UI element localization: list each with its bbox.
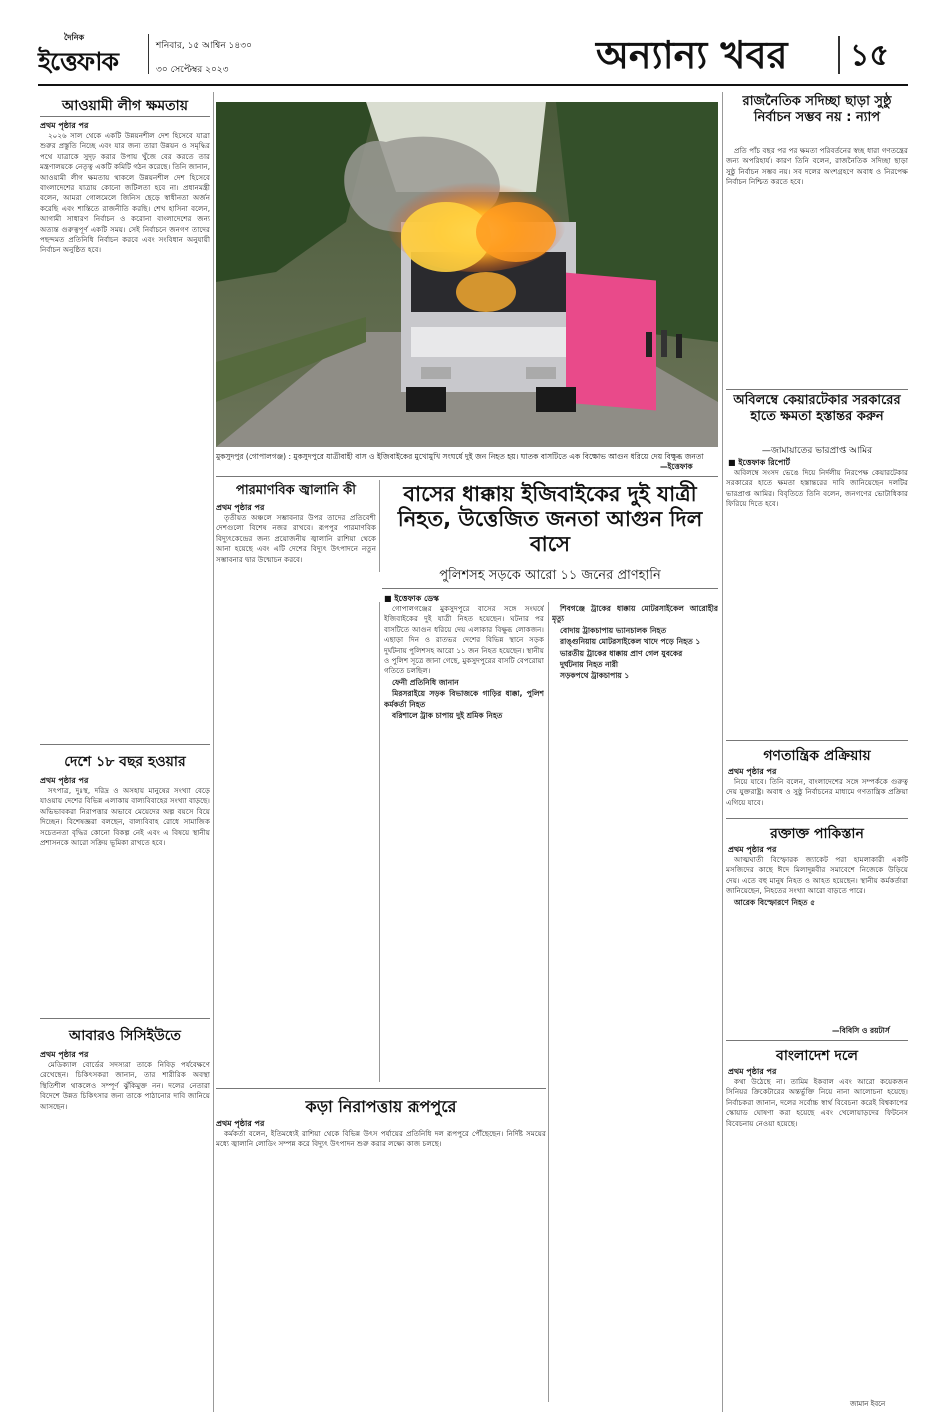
date-bangla: শনিবার, ১৫ আশ্বিন ১৪৩০ bbox=[156, 41, 252, 51]
rupapur-body bbox=[216, 1129, 546, 1414]
section-rule bbox=[216, 1088, 546, 1089]
photo-caption: মুকসুদপুর (গোপালগঞ্জ) : মুকসুদপুরে যাত্রীবাহী বাস ও ইজিবাইকের মুখোমুখি সংঘর্ষে দুই জন নিহত হয়। ঘাতক বাসটিতে এক বিক্ষোভ আগুন ধরিয়ে দেয় বিক্ষুব্ধ জনতা bbox=[216, 452, 704, 461]
nuclear-body bbox=[216, 513, 376, 1085]
awami-byline: প্রথম পৃষ্ঠার পর bbox=[40, 121, 89, 130]
page-number: ১৫ bbox=[850, 38, 889, 73]
bus-subheadline: পুলিশসহ সড়কে আরো ১১ জনের প্রাণহানি bbox=[439, 568, 661, 583]
paragraph: অবিলম্বে সংসদ ভেঙে দিয়ে নির্দলীয় নিরপেক্ষ কেয়ারটেকার সরকারের হাতে ক্ষমতা হস্তান্তরের দাবি জানিয়েছেন দলটির ভারপ্রাপ্ত আমির। বিবৃতিতে তিনি বলেন, জনগণের ভোটাধিকার ফিরিয়ে দিতে হবে। bbox=[726, 468, 908, 509]
column-divider bbox=[379, 480, 380, 572]
bus-body bbox=[384, 604, 544, 1084]
logo-small-text: দৈনিক bbox=[64, 33, 85, 42]
masthead-divider bbox=[148, 34, 149, 74]
masthead bbox=[38, 28, 908, 80]
subsection-title: বরিশালে ট্রাক চাপায় দুই শ্রমিক নিহত bbox=[392, 711, 503, 721]
headline-underline bbox=[40, 116, 210, 117]
subsection-title: ফেনী প্রতিনিধি জানান bbox=[392, 677, 459, 687]
caretaker-body bbox=[726, 468, 908, 736]
nuclear-headline: পারমাণবিক জ্বালানি কী bbox=[236, 483, 356, 498]
bus-headline: বাসের ধাক্কায় ইজিবাইকের দুই যাত্রী নিহত, উত্তেজিত জনতা আগুন দিল বাসে bbox=[397, 482, 703, 556]
bus-body-continued bbox=[552, 604, 718, 1404]
ccu-body bbox=[40, 1060, 210, 1405]
pakistan-byline: প্রথম পৃষ্ঠার পর bbox=[728, 845, 777, 854]
subsection-title: ভারতীয় ট্রাকের ধাক্কায় প্রাণ গেল যুবকের bbox=[560, 648, 683, 658]
desh18-body bbox=[40, 786, 210, 1014]
bdteam-byline: প্রথম পৃষ্ঠার পর bbox=[728, 1067, 777, 1076]
democracy-body bbox=[726, 777, 908, 815]
caretaker-byline: ■ ইত্তেফাক রিপোর্ট bbox=[728, 458, 791, 467]
date-english: ৩০ সেপ্টেম্বর ২০২৩ bbox=[156, 65, 229, 75]
subsection-title: আরেক বিস্ফোরণে নিহত ৫ bbox=[734, 897, 816, 907]
section-rule bbox=[726, 1040, 908, 1041]
photo-credit: —ইত্তেফাক bbox=[660, 462, 693, 471]
ccu-headline: আবারও সিসিইউতে bbox=[69, 1028, 181, 1044]
column-divider bbox=[722, 92, 723, 1412]
column-divider bbox=[548, 602, 549, 1402]
burning-bus-illustration bbox=[216, 102, 718, 447]
section-rule bbox=[726, 740, 908, 741]
nap-headline: রাজনৈতিক সদিচ্ছা ছাড়া সুষ্ঠু নির্বাচন সম্ভব নয় : ন্যাপ bbox=[742, 94, 892, 125]
bdteam-headline: বাংলাদেশ দলে bbox=[776, 1048, 858, 1064]
subsection-title: শিবগঞ্জে ট্রাকের ধাক্কায় মোটরসাইকেল আরোহীর মৃত্যু bbox=[552, 604, 718, 624]
bdteam-body bbox=[726, 1077, 908, 1397]
bus-byline: ■ ইত্তেফাক ডেস্ক bbox=[384, 594, 439, 603]
column-divider bbox=[379, 602, 380, 1082]
subsection-title: বোদায় ট্রাকচাপায় ভ্যানচালক নিহত bbox=[560, 625, 667, 635]
awami-body bbox=[40, 131, 210, 739]
desh18-byline: প্রথম পৃষ্ঠার পর bbox=[40, 776, 89, 785]
rupapur-byline: প্রথম পৃষ্ঠার পর bbox=[216, 1119, 265, 1128]
subsection-title: দুর্ঘটনায় নিহত নারী bbox=[560, 660, 619, 670]
paragraph: আত্মঘাতী বিস্ফোরক জ্যাকেট পরা হামলাকারী একটি মসজিদের কাছে ঈদে মিলাদুন্নবীর সমাবেশে নিজেকে উড়িয়ে দেয়। এতে বহু মানুষ নিহত ও আহত হয়েছেন। স্থানীয় কর্মকর্তারা জানিয়েছেন, নিহতের সংখ্যা আরো বাড়তে পারে। bbox=[726, 855, 908, 896]
page-num-divider bbox=[838, 36, 840, 74]
paragraph: নিয়ে যাবে। তিনি বলেন, বাংলাদেশের সঙ্গে সম্পর্ককে গুরুত্ব দেয় যুক্তরাষ্ট্র। অবাধ ও সুষ্ঠু নির্বাচনের মাধ্যমে গণতান্ত্রিক প্রক্রিয়া এগিয়ে যাবে। bbox=[726, 777, 908, 807]
nuclear-byline: প্রথম পৃষ্ঠার পর bbox=[216, 503, 265, 512]
bus-rule bbox=[382, 588, 718, 589]
desh18-headline: দেশে ১৮ বছর হওয়ার bbox=[64, 754, 186, 770]
paragraph: সৎপাত্র, দুঃস্থ, দরিদ্র ও অসহায় মানুষের সংখ্যা বেড়ে যাওয়ায় দেশের বিভিন্ন এলাকায় বাল্যবিবাহের সংখ্যা বাড়ছে। অভিভাবকরা নিরাপত্তার অভাবে মেয়েদের অল্প বয়সে বিয়ে দিচ্ছেন। বিশেষজ্ঞরা বলছেন, বাল্যবিবাহ রোধে সামাজিক সচেতনতা বৃদ্ধির কোনো বিকল্প নেই এবং এ বিষয়ে স্থানীয় প্রশাসনকে আরো সক্রিয় ভূমিকা রাখতে হবে। bbox=[40, 786, 210, 848]
paragraph: গোপালগঞ্জের মুকসুদপুরে বাসের সঙ্গে সংঘর্ষে ইজিবাইকের দুই যাত্রী নিহত হয়েছেন। ঘটনার পর বাসটিতে আগুন ধরিয়ে দেয় এলাকার বিক্ষুব্ধ লোকজন। এছাড়া দিন ও রাতভর দেশের বিভিন্ন স্থানে সড়ক দুর্ঘটনায় পুলিশসহ আরো ১১ জন নিহত হয়েছেন। স্থানীয় ও পুলিশ সূত্রে জানা গেছে, মুকসুদপুরের বাসটি বেপরোয়া গতিতে চলছিল। bbox=[384, 604, 544, 676]
section-rule bbox=[726, 389, 908, 390]
column-divider bbox=[213, 92, 214, 1412]
pakistan-credit: —বিবিসি ও রয়টার্স bbox=[832, 1026, 890, 1035]
section-rule bbox=[40, 744, 210, 745]
caretaker-subheadline: —জামায়াতের ভারপ্রাপ্ত আমির bbox=[761, 446, 873, 456]
burning-bus-photo bbox=[216, 102, 718, 447]
rupapur-headline: কড়া নিরাপত্তায় রূপপুরে bbox=[305, 1097, 457, 1116]
democracy-byline: প্রথম পৃষ্ঠার পর bbox=[728, 767, 777, 776]
nap-body bbox=[726, 146, 908, 384]
subsection-title: রাঙ্গুনিয়ায় মোটরসাইকেল খাদে পড়ে নিহত ১ bbox=[560, 637, 701, 647]
bdteam-closing: জামান ইবনে bbox=[850, 1400, 886, 1408]
section-rule bbox=[40, 1018, 210, 1019]
democracy-headline: গণতান্ত্রিক প্রক্রিয়ায় bbox=[763, 748, 871, 764]
pakistan-body bbox=[726, 855, 908, 1023]
newspaper-logo bbox=[38, 32, 142, 76]
paragraph: কথা উঠেছে না। তামিম ইকবাল এবং আরো কয়েকজন সিনিয়র ক্রিকেটারের অন্তর্ভুক্তি নিয়ে নানা আলোচনা হয়েছে। নির্বাচকরা জানান, দলের সর্বোচ্চ স্বার্থ বিবেচনা করেই বিশ্বকাপের স্কোয়াড ঘোষণা করা হয়েছে এবং খেলোয়াড়দের ফিটনেস বিবেচনায় নেওয়া হয়েছে। bbox=[726, 1077, 908, 1128]
awami-headline: আওয়ামী লীগ ক্ষমতায় bbox=[61, 98, 188, 114]
subsection-title: সড়কপথে ট্রাকচাপায় ১ bbox=[560, 671, 630, 681]
paragraph: প্রতি পাঁচ বছর পর পর ক্ষমতা পরিবর্তনের স্বচ্ছ ধারা গণতন্ত্রের জন্য অপরিহার্য। কারণ তিনি বলেন, রাজনৈতিক সদিচ্ছা ছাড়া সুষ্ঠু নির্বাচন সম্ভব নয়। সব দলের অংশগ্রহণে অবাধ ও নিরপেক্ষ নির্বাচন নিশ্চিত করতে হবে। bbox=[726, 146, 908, 187]
subsection-title: মিরসরাইয়ে সড়ক বিভাজকে গাড়ির ধাক্কা, পুলিশ কর্মকর্তা নিহত bbox=[384, 689, 544, 709]
masthead-rule bbox=[38, 84, 908, 86]
section-title: অন্যান্য খবর bbox=[596, 32, 788, 77]
ccu-byline: প্রথম পৃষ্ঠার পর bbox=[40, 1050, 89, 1059]
caretaker-headline: অবিলম্বে কেয়ারটেকার সরকারের হাতে ক্ষমতা হস্তান্তর করুন bbox=[733, 393, 901, 424]
paragraph: তৃতীয়ত অঞ্চলে সম্ভাবনার উপর তাদের প্রতিবেশী দেশগুলো বিশেষ নজর রাখবে। রূপপুর পারমাণবিক বিদ্যুৎকেন্দ্রের জন্য প্রয়োজনীয় জ্বালানি রাশিয়া থেকে আনা হয়েছে এবং এটি দেশের বিদ্যুৎ উৎপাদনে নতুন সম্ভাবনার দ্বার উন্মোচন করবে। bbox=[216, 513, 376, 564]
paragraph: কর্মকর্তা বলেন, ইতিমধ্যেই রাশিয়া থেকে বিভিন্ন উৎস পর্যায়ের প্রতিনিধি দল রূপপুরে পৌঁছেছেন। নির্দিষ্ট সময়ের মধ্যে জ্বালানি লোডিং সম্পন্ন করে বিদ্যুৎ উৎপাদন শুরু করার লক্ষ্যে কাজ চলছে। bbox=[216, 1129, 546, 1149]
logo-main-text: ইত্তেফাক bbox=[38, 47, 118, 76]
photo-rule bbox=[216, 476, 718, 477]
pakistan-headline: রক্তাক্ত পাকিস্তান bbox=[770, 826, 864, 842]
paragraph: ২০২৬ সাল থেকে একটি উন্নয়নশীল দেশ হিসেবে যাত্রা শুরুর প্রস্তুতি নিচ্ছে এবং যার জন্য তারা উন্নয়ন ও সমৃদ্ধির পথে যাত্রাকে সুদৃঢ় করার উপায় খুঁজে বের করতে তার মন্ত্রণালয়কে নেতৃত্ব একটি কমিটি গঠন করেছে। তিনি জানান, আওয়ামী লীগ ক্ষমতায় থাকলে উন্নয়নশীল দেশ হিসেবে বাংলাদেশের যাত্রায় কোনো জটিলতা হবে না। প্রধানমন্ত্রী বলেন, আমরা গোলমেলে জিনিস ছেড়ে স্বাধীনতা অর্জন করেছি এবং শান্তিতে রাজনীতি করছি। শেখ হাসিনা বলেন, আগামী সাধারণ নির্বাচন ও করোনা বাংলাদেশের জন্য অত্যন্ত গুরুত্বপূর্ণ একটি সময়। সেই নির্বাচনে জনগণ তাদের পছন্দমত প্রতিনিধি নির্বাচন করবে এবং সংবিধান অনুযায়ী নির্বাচন অনুষ্ঠিত হবে। bbox=[40, 131, 210, 255]
paragraph: মেডিক্যাল বোর্ডের সদস্যরা তাকে নিবিড় পর্যবেক্ষণে রেখেছেন। চিকিৎসকরা জানান, তার শারীরিক অবস্থা স্থিতিশীল থাকলেও সম্পূর্ণ ঝুঁকিমুক্ত নন। দলের নেতারা বিদেশে উন্নত চিকিৎসার জন্য তাকে পাঠানোর দাবি জানিয়ে আসছেন। bbox=[40, 1060, 210, 1111]
section-rule bbox=[726, 818, 908, 819]
